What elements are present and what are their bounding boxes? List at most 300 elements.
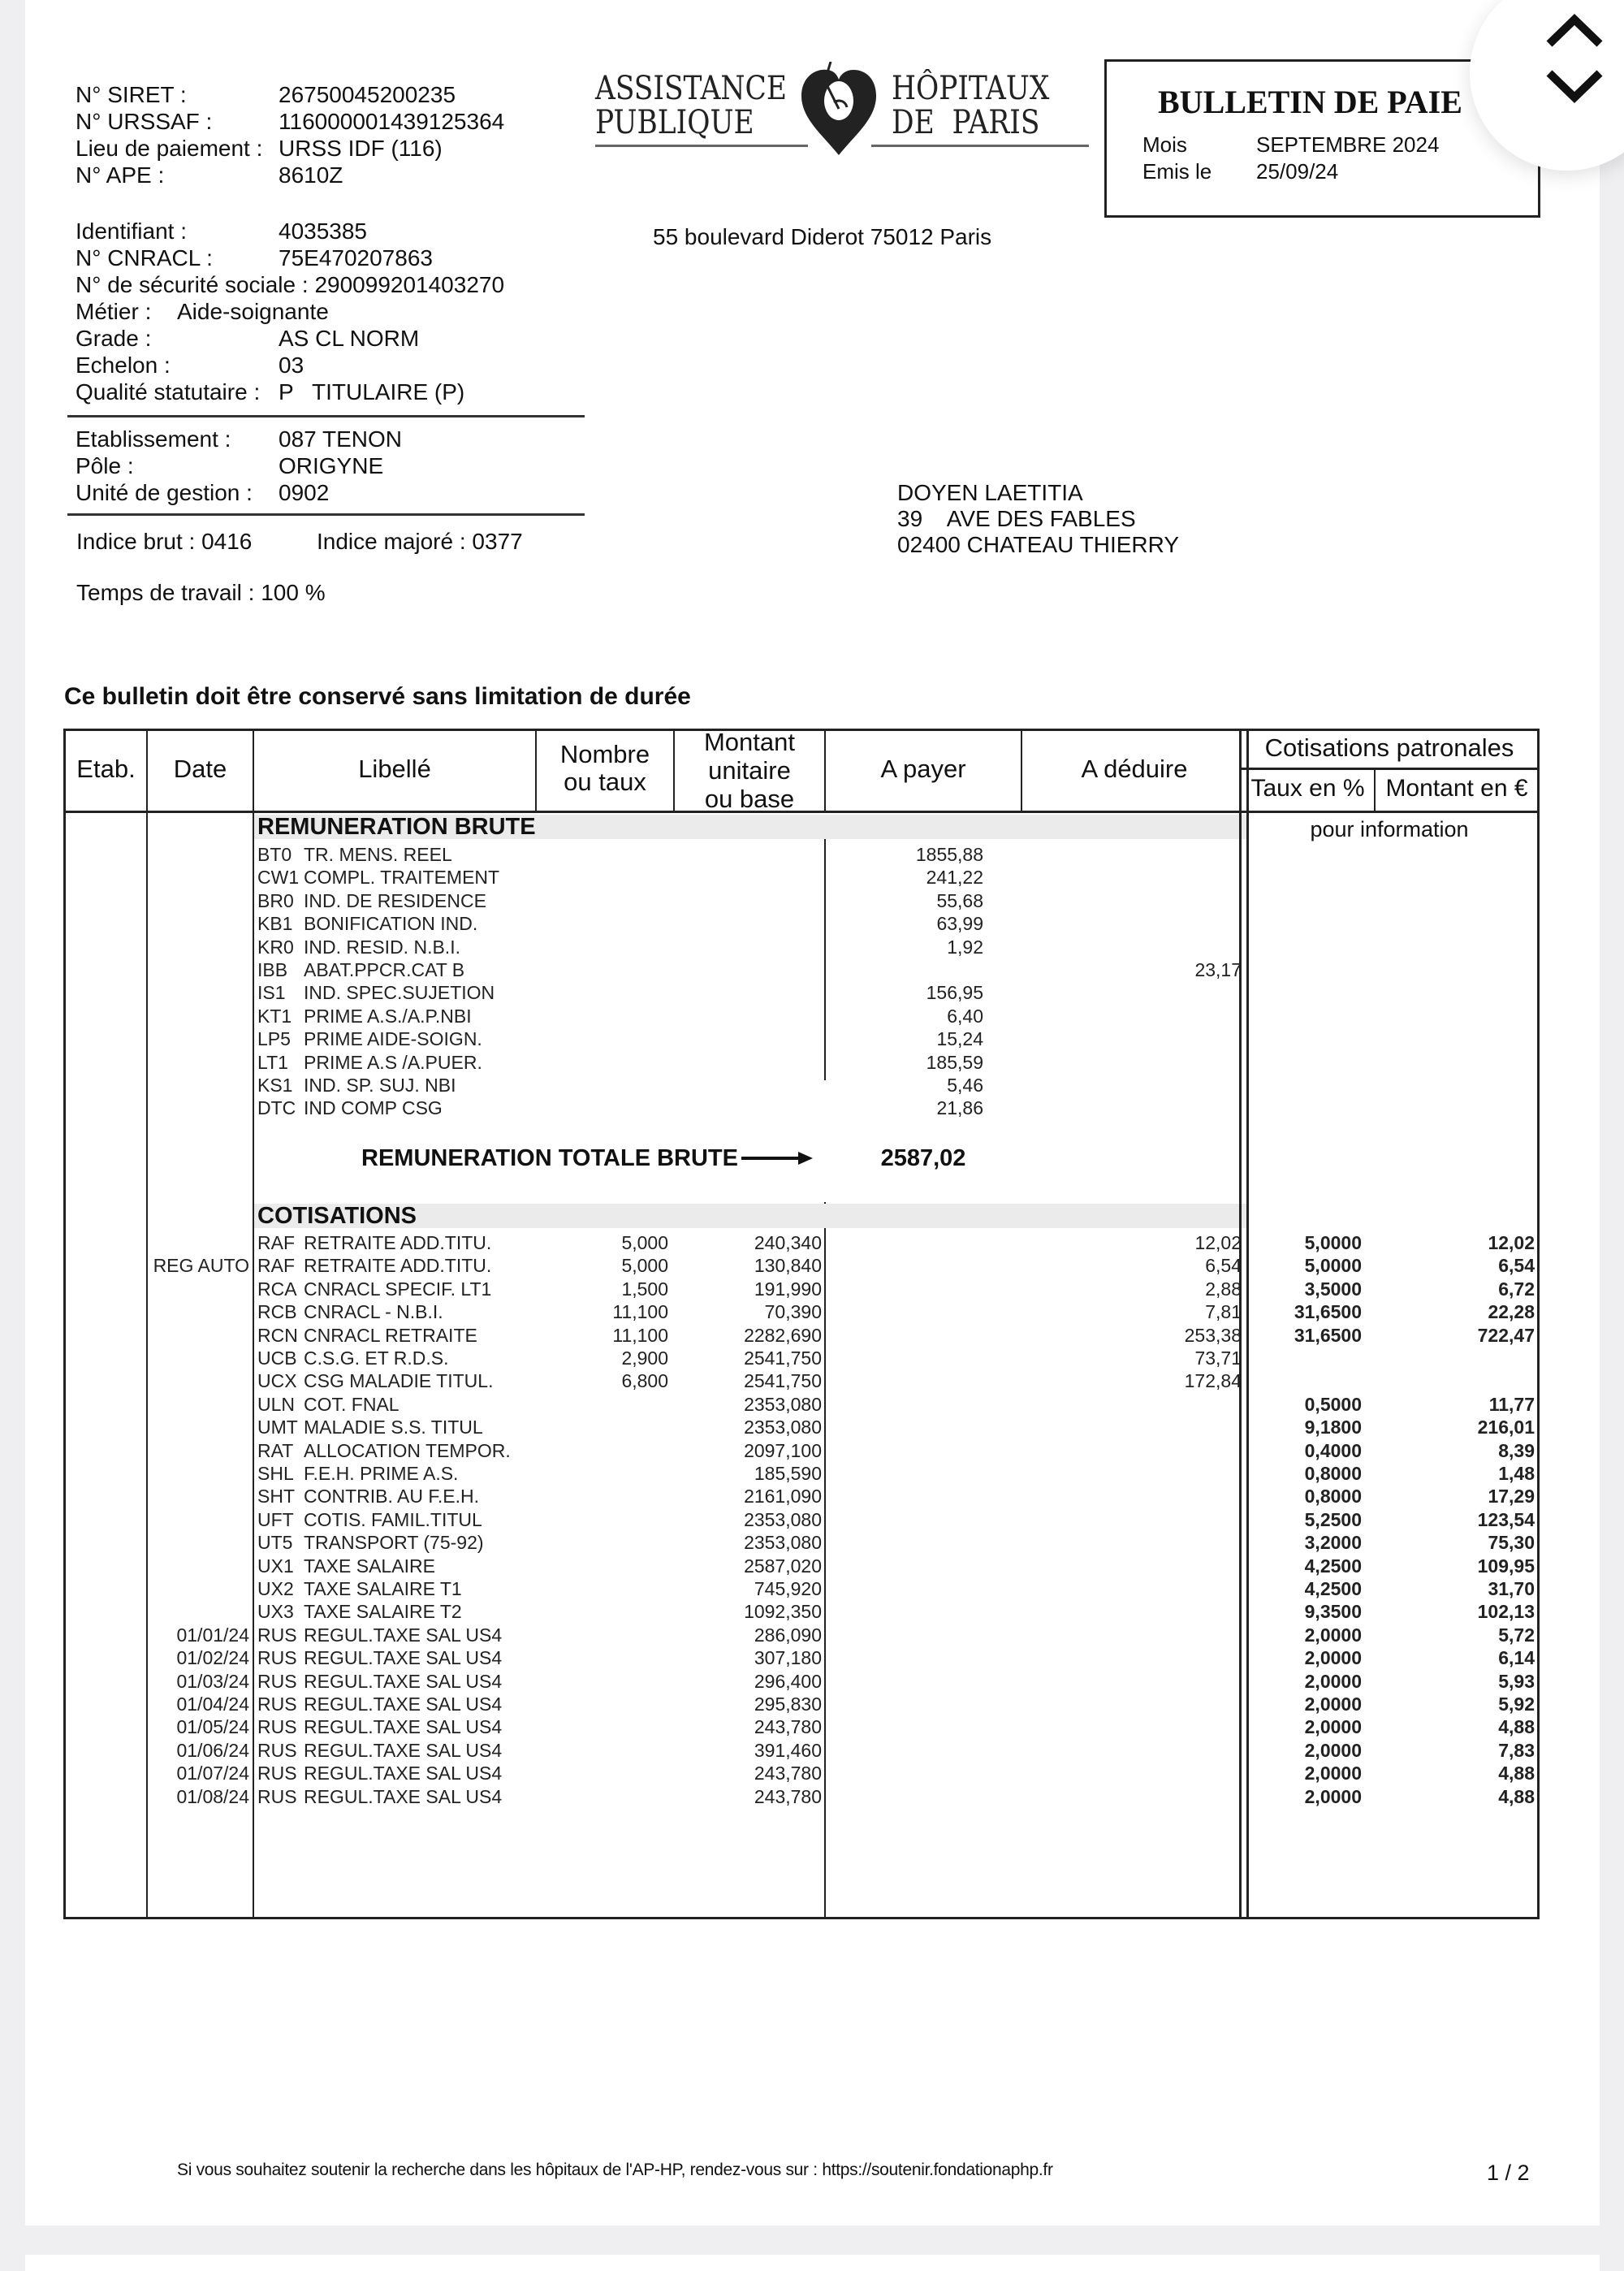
header-nombre-1: Nombre [559, 740, 650, 768]
cot-base: 2541,750 [744, 1370, 822, 1392]
cnracl-label: N° CNRACL : [76, 245, 213, 270]
cot-code: RCA [257, 1278, 297, 1300]
cot-montant-patronal: 11,77 [1488, 1393, 1535, 1415]
rem-a-deduire [1022, 1074, 1242, 1097]
cot-a-deduire: 253,38 [1184, 1324, 1242, 1346]
emis-label: Emis le [1142, 159, 1212, 184]
cot-a-deduire [1022, 1693, 1242, 1715]
cot-a-deduire [1022, 1555, 1242, 1577]
cot-taux-patronal: 4,2500 [1304, 1555, 1362, 1577]
cot-label: REGUL.TAXE SAL US4 [304, 1624, 503, 1646]
ape-label: N° APE : [76, 162, 165, 188]
cot-label: COT. FNAL [304, 1393, 400, 1415]
rem-label: IND COMP CSG [304, 1097, 443, 1119]
cot-nombre: 11,100 [612, 1301, 668, 1323]
rem-a-payer: 6,40 [947, 1005, 983, 1027]
heart-bird-icon [798, 62, 879, 159]
cot-label: CNRACL SPECIF. LT1 [304, 1278, 492, 1300]
cot-montant-patronal: 216,01 [1477, 1417, 1535, 1438]
rem-label: IND. SPEC.SUJETION [304, 982, 495, 1004]
cot-date: 01/05/24 [176, 1716, 249, 1738]
logo-underline-left [595, 145, 808, 147]
logo-assistance: ASSISTANCE [595, 70, 787, 107]
page-number: 1 / 2 [1487, 2161, 1530, 2185]
bulletin-title: BULLETIN DE PAIE [1158, 84, 1462, 120]
cot-taux-patronal: 4,2500 [1304, 1578, 1362, 1599]
cot-base: 296,400 [754, 1670, 822, 1692]
header-taux: Taux en % [1250, 775, 1365, 802]
col-divider-montant-cot [824, 1202, 826, 1919]
cot-a-deduire [1022, 1462, 1242, 1485]
cot-a-deduire [1022, 1577, 1242, 1600]
cot-a-deduire: 172,84 [1184, 1370, 1242, 1392]
echelon-label: Echelon : [76, 353, 171, 378]
cot-label: TAXE SALAIRE T2 [304, 1601, 462, 1623]
cot-montant-patronal: 6,54 [1498, 1255, 1535, 1277]
cot-label: RETRAITE ADD.TITU. [304, 1232, 492, 1253]
cot-taux-patronal: 2,0000 [1304, 1624, 1362, 1646]
cot-a-deduire [1022, 1485, 1242, 1508]
mois-label: Mois [1142, 132, 1187, 157]
cot-date [148, 1278, 249, 1300]
rem-a-deduire [1022, 866, 1242, 889]
cot-base: 191,990 [754, 1278, 822, 1300]
cot-code: UX3 [257, 1601, 294, 1623]
cot-date [148, 1577, 249, 1600]
employee-info [76, 218, 504, 405]
cot-label: CNRACL - N.B.I. [304, 1301, 443, 1323]
rem-a-payer: 15,24 [936, 1028, 983, 1050]
rem-code: LP5 [257, 1028, 291, 1050]
cot-montant-patronal: 31,70 [1488, 1578, 1535, 1599]
cot-date [148, 1508, 249, 1531]
logo-publique: PUBLIQUE [595, 104, 754, 141]
pole-label: Pôle : [76, 453, 134, 478]
cot-base: 243,780 [754, 1716, 822, 1738]
cot-nombre: 6,800 [621, 1370, 668, 1392]
cot-taux-patronal: 2,0000 [1304, 1647, 1362, 1669]
header-montant-2: unitaire [708, 756, 791, 785]
cot-a-deduire [1022, 1624, 1242, 1646]
rem-a-payer: 156,95 [926, 982, 983, 1004]
cot-montant-patronal: 75,30 [1488, 1532, 1535, 1554]
cot-a-deduire [1022, 1646, 1242, 1669]
rem-a-deduire [1022, 1097, 1242, 1119]
cot-base: 240,340 [754, 1232, 822, 1253]
cot-label: CSG MALADIE TITUL. [304, 1370, 494, 1392]
cot-code: RUS [257, 1647, 297, 1669]
next-page-edge [25, 2255, 1600, 2271]
temps-travail: Temps de travail : 100 % [76, 580, 326, 605]
cot-nombre [537, 1439, 668, 1462]
cot-date [148, 1347, 249, 1369]
retention-notice: Ce bulletin doit être conservé sans limitation de durée [64, 683, 691, 710]
logo-right-text [892, 71, 1049, 140]
logo-hopitaux: HÔPITAUX [892, 70, 1050, 107]
cot-nombre [537, 1693, 668, 1715]
cot-label: ALLOCATION TEMPOR. [304, 1439, 511, 1461]
cot-code: RUS [257, 1785, 297, 1807]
cot-code: UCX [257, 1370, 297, 1392]
cot-code: SHL [257, 1463, 294, 1484]
etab-value: 087 TENON [279, 426, 402, 452]
rem-a-deduire [1022, 912, 1242, 935]
cot-nombre [537, 1485, 668, 1508]
cot-montant-patronal: 17,29 [1488, 1486, 1535, 1508]
rem-a-deduire [1022, 1005, 1242, 1027]
cot-label: F.E.H. PRIME A.S. [304, 1463, 459, 1484]
qualite-label: Qualité statutaire : [76, 379, 261, 404]
cot-base: 2587,020 [744, 1555, 822, 1577]
pour-information: pour information [1310, 817, 1469, 841]
rem-a-deduire [1022, 936, 1242, 958]
rem-a-deduire [1022, 981, 1242, 1004]
urssaf-label: N° URSSAF : [76, 109, 213, 134]
divider-2 [67, 513, 585, 516]
rem-label: PRIME A.S./A.P.NBI [304, 1005, 472, 1027]
header-a-deduire: A déduire [1081, 755, 1188, 783]
header-montant-3: ou base [704, 785, 795, 813]
cot-montant-patronal: 4,88 [1498, 1763, 1535, 1784]
cot-date [148, 1416, 249, 1438]
rem-a-payer: 63,99 [936, 913, 983, 935]
secu-label: N° de sécurité sociale : [76, 272, 309, 297]
rem-label: ABAT.PPCR.CAT B [304, 959, 465, 980]
header-patronales: Cotisations patronales [1264, 733, 1514, 762]
cot-date: 01/04/24 [176, 1694, 249, 1715]
rem-a-payer: 21,86 [936, 1097, 983, 1119]
cot-base: 2353,080 [744, 1417, 822, 1438]
cot-taux-patronal: 31,6500 [1294, 1301, 1362, 1323]
cot-date: 01/07/24 [176, 1763, 249, 1784]
cot-montant-patronal: 22,28 [1488, 1301, 1535, 1323]
unite-value: 0902 [279, 480, 330, 505]
rem-label: COMPL. TRAITEMENT [304, 867, 500, 889]
chevron-down-icon[interactable] [1544, 67, 1605, 111]
rem-code: KB1 [257, 913, 293, 935]
header-nombre-2: ou taux [564, 768, 646, 796]
cot-montant-patronal: 5,72 [1498, 1624, 1535, 1646]
recipient-name: DOYEN LAETITIA [897, 480, 1083, 505]
rem-a-deduire [1022, 889, 1242, 912]
cot-nombre [537, 1531, 668, 1554]
header-libelle: Libellé [358, 755, 431, 783]
cot-nombre [537, 1393, 668, 1416]
secu-value: 290099201403270 [314, 272, 505, 297]
header-montant-1: Montant [703, 728, 795, 756]
cot-a-deduire: 12,02 [1194, 1232, 1242, 1253]
rem-a-payer: 55,68 [936, 889, 983, 911]
cot-taux-patronal: 3,2000 [1304, 1532, 1362, 1554]
cot-base: 2282,690 [744, 1324, 822, 1346]
bulletin-meta [1142, 132, 1439, 185]
cot-montant-patronal: 123,54 [1477, 1508, 1535, 1530]
payslip-page [25, 0, 1600, 2226]
cot-nombre [537, 1762, 668, 1784]
cot-taux-patronal: 0,8000 [1304, 1463, 1362, 1484]
cot-base: 295,830 [754, 1694, 822, 1715]
cot-taux-patronal: 3,5000 [1304, 1278, 1362, 1300]
cot-label: TRANSPORT (75-92) [304, 1532, 484, 1554]
total-brut-label [361, 1145, 813, 1173]
cot-label: REGUL.TAXE SAL US4 [304, 1785, 503, 1807]
cot-base: 2353,080 [744, 1532, 822, 1554]
arrow-right-icon [741, 1146, 813, 1173]
rem-code: LT1 [257, 1051, 288, 1073]
cot-label: REGUL.TAXE SAL US4 [304, 1694, 503, 1715]
cot-base: 745,920 [754, 1578, 822, 1599]
cot-label: REGUL.TAXE SAL US4 [304, 1763, 503, 1784]
cot-date [148, 1531, 249, 1554]
cot-code: RUS [257, 1739, 297, 1761]
grade-label: Grade : [76, 326, 152, 351]
cot-date [148, 1555, 249, 1577]
cot-date [148, 1231, 249, 1254]
rem-code: IBB [257, 959, 288, 980]
etab-label: Etablissement : [76, 426, 231, 452]
rem-a-deduire [1022, 843, 1242, 866]
mois-value: SEPTEMBRE 2024 [1256, 132, 1440, 157]
cot-base: 2161,090 [744, 1486, 822, 1508]
cot-nombre [537, 1508, 668, 1531]
cot-a-deduire: 7,81 [1205, 1301, 1242, 1323]
cot-date [148, 1485, 249, 1508]
remuneration-title: REMUNERATION BRUTE [257, 814, 536, 840]
cot-nombre: 1,500 [621, 1278, 668, 1300]
cot-montant-patronal: 1,48 [1498, 1463, 1535, 1484]
employer-info [76, 81, 504, 188]
cot-code: UT5 [257, 1532, 293, 1554]
cot-date [148, 1462, 249, 1485]
indice-brut: Indice brut : 0416 [76, 529, 253, 554]
cot-taux-patronal: 31,6500 [1294, 1324, 1362, 1346]
cot-a-deduire: 2,88 [1205, 1278, 1242, 1300]
ape-value: 8610Z [279, 162, 343, 188]
cot-code: RUS [257, 1694, 297, 1715]
cot-base: 286,090 [754, 1624, 822, 1646]
recipient-city: 02400 CHATEAU THIERRY [897, 532, 1180, 557]
logo-de-paris: DE PARIS [892, 104, 1040, 141]
rem-code: CW1 [257, 867, 300, 889]
divider-1 [67, 415, 585, 417]
cot-code: RUS [257, 1670, 297, 1692]
cot-code: RCN [257, 1324, 298, 1346]
cot-base: 2353,080 [744, 1508, 822, 1530]
cot-date: REG AUTO [153, 1255, 249, 1277]
cot-date: 01/03/24 [176, 1670, 249, 1692]
cot-date: 01/06/24 [176, 1739, 249, 1761]
rem-code: KT1 [257, 1005, 292, 1027]
header-montant-eur: Montant en € [1385, 775, 1528, 802]
cot-montant-patronal: 7,83 [1498, 1739, 1535, 1761]
cot-a-deduire [1022, 1739, 1242, 1762]
total-brut-value: 2587,02 [880, 1145, 966, 1171]
rem-label: PRIME A.S /A.PUER. [304, 1051, 482, 1073]
rem-label: IND. DE RESIDENCE [304, 889, 486, 911]
cot-a-deduire [1022, 1439, 1242, 1462]
cot-label: CNRACL RETRAITE [304, 1324, 477, 1346]
cot-montant-patronal: 12,02 [1488, 1232, 1535, 1253]
logo-left-text [595, 71, 787, 140]
rem-label: BONIFICATION IND. [304, 913, 478, 935]
qualite-value: P TITULAIRE (P) [279, 379, 465, 404]
rem-code: IS1 [257, 982, 286, 1004]
grade-value: AS CL NORM [279, 326, 420, 351]
indice-majore: Indice majoré : 0377 [317, 529, 523, 554]
cot-code: UMT [257, 1417, 298, 1438]
cot-nombre [537, 1624, 668, 1646]
rem-a-payer: 185,59 [926, 1051, 983, 1073]
pole-value: ORIGYNE [279, 453, 384, 478]
cot-code: UX2 [257, 1578, 294, 1599]
cot-base: 1092,350 [744, 1601, 822, 1623]
lieu-label: Lieu de paiement : [76, 136, 263, 161]
cot-label: CONTRIB. AU F.E.H. [304, 1486, 479, 1508]
cot-label: REGUL.TAXE SAL US4 [304, 1739, 503, 1761]
table-header-divider [63, 811, 1249, 813]
cot-a-deduire: 73,71 [1194, 1347, 1242, 1369]
patronal-title-divider [1239, 768, 1540, 770]
cot-date [148, 1369, 249, 1392]
cot-nombre [537, 1462, 668, 1485]
cot-montant-patronal: 109,95 [1477, 1555, 1535, 1577]
cot-label: RETRAITE ADD.TITU. [304, 1255, 492, 1277]
cot-label: REGUL.TAXE SAL US4 [304, 1647, 503, 1669]
cnracl-value: 75E470207863 [279, 245, 433, 270]
cot-nombre: 5,000 [621, 1255, 668, 1277]
rem-label: TR. MENS. REEL [304, 844, 452, 865]
cot-taux-patronal: 0,4000 [1304, 1439, 1362, 1461]
cot-date [148, 1439, 249, 1462]
cot-montant-patronal: 4,88 [1498, 1785, 1535, 1807]
rem-a-deduire [1022, 1027, 1242, 1050]
cot-code: UCB [257, 1347, 297, 1369]
cot-a-deduire [1022, 1416, 1242, 1438]
cot-montant-patronal: 6,72 [1498, 1278, 1535, 1300]
cot-a-deduire [1022, 1670, 1242, 1693]
cot-a-deduire [1022, 1531, 1242, 1554]
rem-code: BT0 [257, 844, 292, 865]
cot-nombre: 5,000 [621, 1232, 668, 1253]
rem-label: PRIME AIDE-SOIGN. [304, 1028, 482, 1050]
lieu-value: URSS IDF (116) [279, 136, 443, 161]
cot-a-deduire [1022, 1715, 1242, 1738]
cot-a-deduire [1022, 1762, 1242, 1784]
identifiant-value: 4035385 [279, 218, 368, 244]
cot-base: 243,780 [754, 1763, 822, 1784]
cot-montant-patronal: 8,39 [1498, 1439, 1535, 1461]
cot-code: RCB [257, 1301, 297, 1323]
cot-label: C.S.G. ET R.D.S. [304, 1347, 449, 1369]
cotisations-patronales-table [1239, 729, 1540, 1919]
cot-label: REGUL.TAXE SAL US4 [304, 1716, 503, 1738]
cot-taux-patronal: 9,1800 [1304, 1417, 1362, 1438]
cot-taux-patronal: 5,0000 [1304, 1232, 1362, 1253]
cot-a-deduire [1022, 1785, 1242, 1808]
header-etab: Etab. [76, 755, 136, 783]
cotisations-title: COTISATIONS [257, 1203, 417, 1229]
total-brut-text: REMUNERATION TOTALE BRUTE [361, 1145, 738, 1171]
cot-nombre [537, 1416, 668, 1438]
cot-code: RUS [257, 1624, 297, 1646]
cot-nombre [537, 1715, 668, 1738]
cot-date [148, 1393, 249, 1416]
cot-base: 2541,750 [744, 1347, 822, 1369]
cot-taux-patronal: 5,0000 [1304, 1255, 1362, 1277]
metier-value: Aide-soignante [177, 299, 329, 324]
cot-base: 185,590 [754, 1463, 822, 1484]
cot-code: ULN [257, 1393, 296, 1415]
cot-label: MALADIE S.S. TITUL [304, 1417, 483, 1438]
cot-a-deduire [1022, 1508, 1242, 1531]
cot-code: SHT [257, 1486, 295, 1508]
cot-date: 01/02/24 [176, 1647, 249, 1669]
cot-base: 391,460 [754, 1739, 822, 1761]
cot-nombre [537, 1739, 668, 1762]
cot-code: RAT [257, 1439, 294, 1461]
cot-base: 2097,100 [744, 1439, 822, 1461]
cot-nombre [537, 1670, 668, 1693]
cot-taux-patronal: 2,0000 [1304, 1716, 1362, 1738]
rem-code: KS1 [257, 1075, 293, 1096]
cot-taux-patronal: 0,8000 [1304, 1486, 1362, 1508]
employer-address: 55 boulevard Diderot 75012 Paris [653, 224, 992, 249]
unite-label: Unité de gestion : [76, 480, 253, 505]
cot-a-deduire [1022, 1393, 1242, 1416]
rem-a-deduire: 23,17 [1194, 959, 1242, 980]
cot-base: 70,390 [764, 1301, 822, 1323]
cot-label: TAXE SALAIRE [304, 1555, 435, 1577]
cot-date: 01/08/24 [176, 1785, 249, 1807]
chevron-up-icon[interactable] [1544, 10, 1605, 54]
cot-montant-patronal: 102,13 [1477, 1601, 1535, 1623]
cot-code: RAF [257, 1232, 295, 1253]
rem-label: IND. SP. SUJ. NBI [304, 1075, 456, 1096]
cot-a-deduire: 6,54 [1205, 1255, 1242, 1277]
rem-code: BR0 [257, 889, 294, 911]
cot-taux-patronal: 0,5000 [1304, 1393, 1362, 1415]
cot-a-deduire [1022, 1600, 1242, 1623]
cot-base: 2353,080 [744, 1393, 822, 1415]
cot-taux-patronal: 2,0000 [1304, 1670, 1362, 1692]
metier-label: Métier : [76, 299, 152, 324]
cot-base: 307,180 [754, 1647, 822, 1669]
cot-code: UX1 [257, 1555, 294, 1577]
header-date: Date [173, 755, 227, 783]
rem-code: DTC [257, 1097, 296, 1119]
cot-montant-patronal: 722,47 [1477, 1324, 1535, 1346]
cot-base: 243,780 [754, 1785, 822, 1807]
cot-montant-patronal: 6,14 [1498, 1647, 1535, 1669]
cot-nombre [537, 1577, 668, 1600]
cot-montant-patronal: 4,88 [1498, 1716, 1535, 1738]
cot-date: 01/01/24 [176, 1624, 249, 1646]
footer-text: Si vous souhaitez soutenir la recherche dans les hôpitaux de l'AP-HP, rendez-vous sur : https://soutenir.fondationaphp.fr [177, 2161, 1053, 2179]
cot-date [148, 1324, 249, 1347]
cot-label: COTIS. FAMIL.TITUL [304, 1508, 482, 1530]
siret-label: N° SIRET : [76, 82, 187, 107]
recipient-address [897, 480, 1179, 558]
rem-code: KR0 [257, 936, 294, 958]
cot-taux-patronal: 2,0000 [1304, 1694, 1362, 1715]
cot-base: 130,840 [754, 1255, 822, 1277]
cot-code: RUS [257, 1763, 297, 1784]
rem-a-payer: 5,46 [947, 1075, 983, 1096]
cot-code: UFT [257, 1508, 294, 1530]
cot-code: RAF [257, 1255, 295, 1277]
recipient-street: 39 AVE DES FABLES [897, 506, 1136, 531]
col-divider-date [253, 729, 254, 1919]
